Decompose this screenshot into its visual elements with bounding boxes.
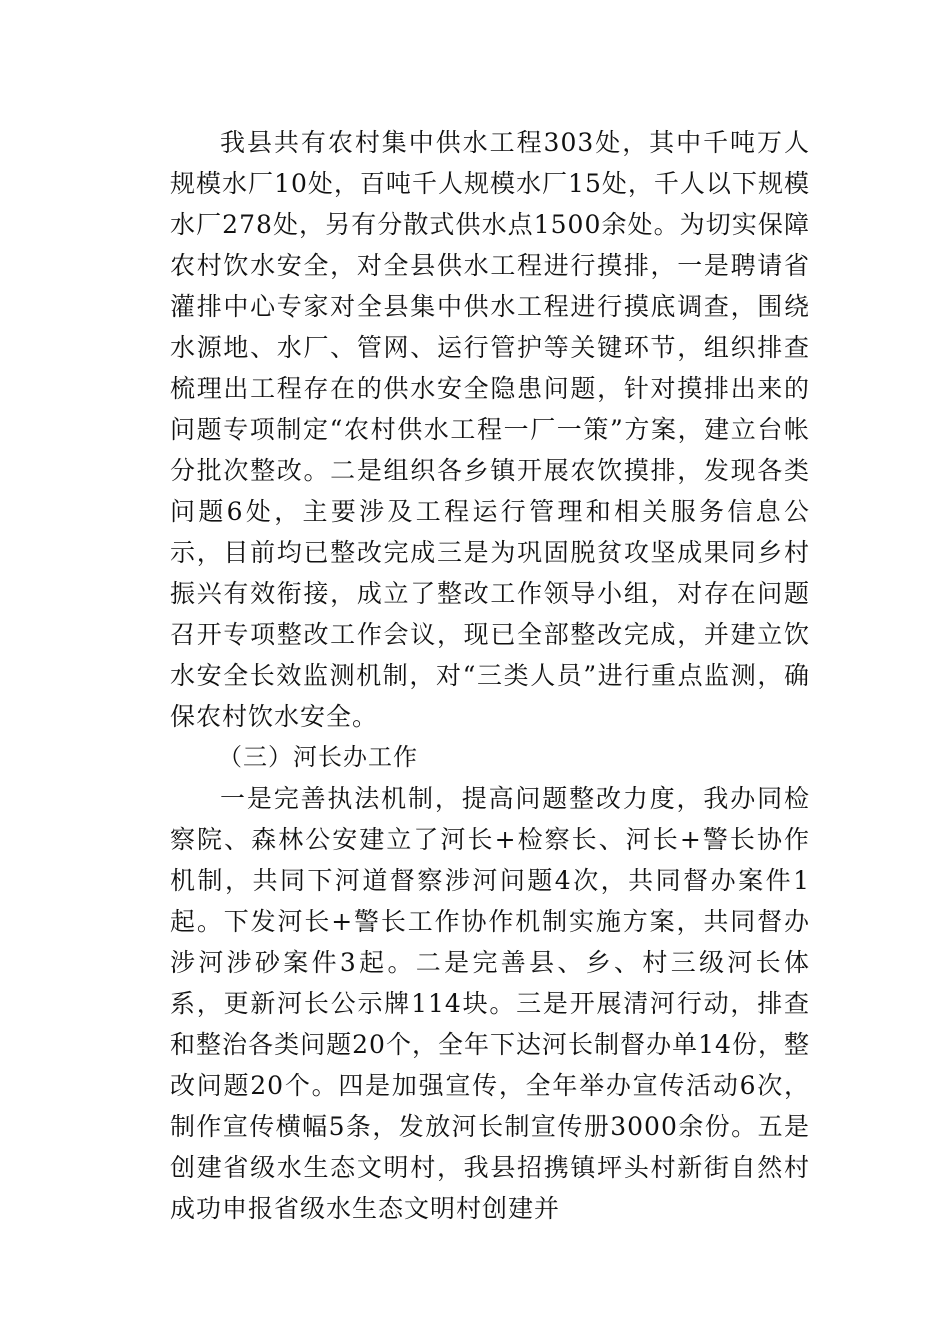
paragraph-river-chief-work: 一是完善执法机制，提高问题整改力度，我办同检察院、森林公安建立了河长+检察长、河长+警长协作机制，共同下河道督察涉河问题4次，共同督办案件1起。下发河长+警长工作协作机制实施方案，共同督办涉河涉砂案件3起。二是完善县、乡、村三级河长体系，更新河长公示牌114块。三是开展清河行动，排查和整治各类问题20个，全年下达河长制督办单14份，整改问题20个。四是加强宣传，全年举办宣传活动6次，制作宣传横幅5条，发放河长制宣传册3000余份。五是创建省级水生态文明村，我县招携镇坪头村新街自然村成功申报省级水生态文明村创建并 (170, 784, 810, 1223)
paragraph-rural-water-supply: 我县共有农村集中供水工程303处，其中千吨万人规模水厂10处，百吨千人规模水厂15处，千人以下规模水厂278处，另有分散式供水点1500余处。为切实保障农村饮水安全，对全县供水工程进行摸排，一是聘请省灌排中心专家对全县集中供水工程进行摸底调查，围绕水源地、水厂、管网、运行管护等关键环节，组织排查梳理出工程存在的供水安全隐患问题，针对摸排出来的问题专项制定“农村供水工程一厂一策”方案，建立台帐分批次整改。二是组织各乡镇开展农饮摸排，发现各类问题6处，主要涉及工程运行管理和相关服务信息公示，目前均已整改完成三是为巩固脱贫攻坚成果同乡村振兴有效衔接，成立了整改工作领导小组，对存在问题召开专项整改工作会议，现已全部整改完成，并建立饮水安全长效监测机制，对“三类人员”进行重点监测，确保农村饮水安全。 (170, 128, 810, 731)
document-body (170, 122, 810, 1229)
section-heading-river-chief-office: （三）河长办工作 (218, 743, 418, 771)
